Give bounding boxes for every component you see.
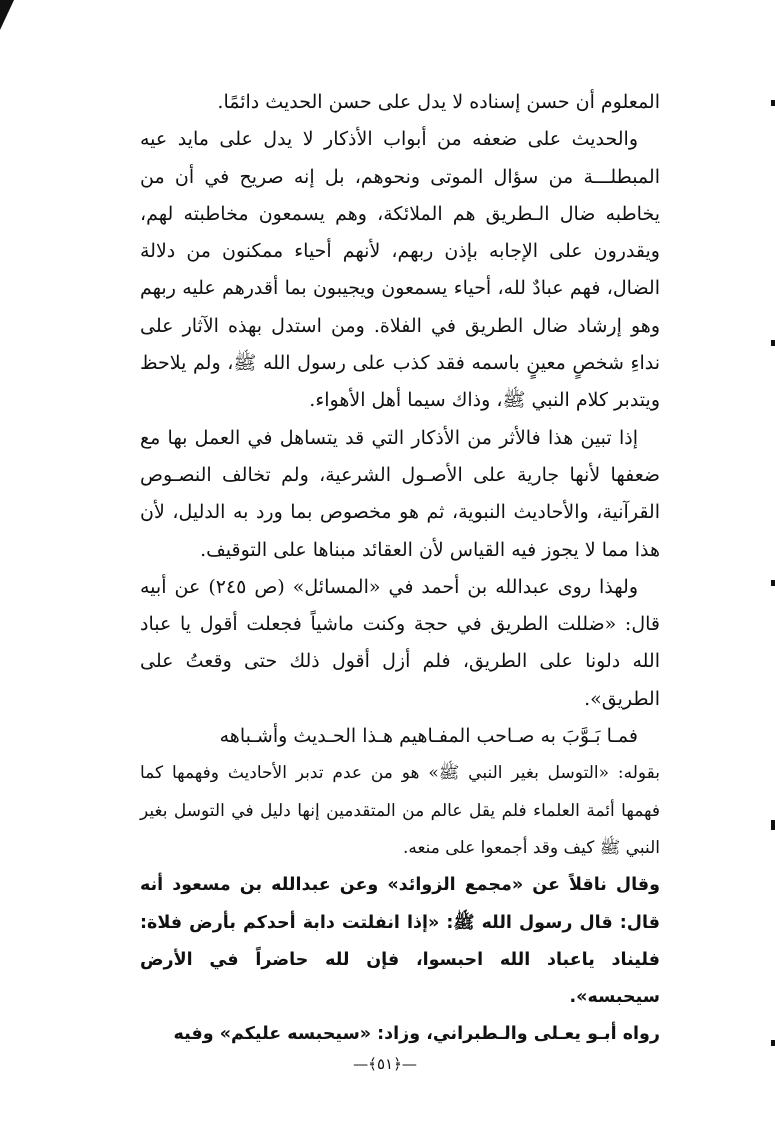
edge-mark <box>771 580 775 586</box>
edge-mark <box>771 340 775 346</box>
page-number: —﴿٥١﴾— <box>353 1055 417 1073</box>
paragraph-7-quote: وقال ناقلاً عن «مجمع الزوائد» وعن عبدالله بن مسعود أنه قال: قال رسول الله ﷺ: «إذا انفلتت دابة أحدكم بأرض فلاة: فليناد ياعباد الله احبسوا، فإن لله حاضراً في الأرض سيحبسه». <box>140 875 660 1008</box>
edge-mark <box>771 820 775 830</box>
paragraph-3: إذا تبين هذا فالأثر من الأذكار التي قد يتساهل في العمل بها مع ضعفها لأنها جارية على الأصـول الشرعية، ولم تخالف النصـوص القرآنية، والأحاديث النبوية، ثم هو مخصوص بما ورد به الدليل، لأن هذا مما لا يجوز فيه القياس لأن العقائد مبناها على التوقيف. <box>140 426 660 561</box>
paragraph-5: فمـا بَـوَّبَ به صـاحب المفـاهيم هـذا الحـديث وأشـباهه <box>219 725 638 748</box>
paragraph-6: بقوله: «التوسل بغير النبي ﷺ» هو من عدم تدبر الأحاديث وفهمها كما فهمها أئمة العلماء فلم يقل عالم من المتقدمين إنها دليل في التوسل بغير النبي ﷺ كيف وقد أجمعوا على منعه. <box>140 763 660 858</box>
paragraph-1: المعلوم أن حسن إسناده لا يدل على حسن الحديث دائمًا. <box>217 91 660 113</box>
paragraph-2: والحديث على ضعفه من أبواب الأذكار لا يدل على مايد عيه المبطلـــة من سؤال الموتى ونحوهم، بل إنه صريح في أن من يخاطبه ضال الـطريق هم الملائكة، وهم يسمعون مخاطبته لهم، ويقدرون على الإجابه بإذن ربهم، لأنهم أحياء ممكنون من دلالة الضال، فهم عبادٌ لله، أحياء يسمعون ويجيبون بما أقدرهم عليه ربهم وهو إرشاد ضال الطريق في الفلاة. ومن استدل بهذه الآثار على نداءِ شخصٍ معينٍ باسمه فقد كذب على رسول الله ﷺ، ولم يلاحظ ويتدبر كلام النبي ﷺ، وذاك سيما أهل الأهواء. <box>140 128 660 412</box>
paragraph-4: ولهذا روى عبدالله بن أحمد في «المسائل» (ص ٢٤٥) عن أبيه قال: «ضللت الطريق في حجة وكنت ماشياً فجعلت أقول يا عباد الله دلونا على الطريق، فلم أزل أقول ذلك حتى وقعتُ على الطريق». <box>140 575 660 710</box>
edge-mark <box>771 1040 775 1046</box>
paragraph-8-quote: رواه أبـو يعـلى والـطبراني، وزاد: «سيحبسه عليكم» وفيه <box>173 1024 660 1045</box>
page-body <box>140 84 660 1054</box>
edge-mark <box>771 100 775 106</box>
corner-scan-mark <box>0 0 14 30</box>
